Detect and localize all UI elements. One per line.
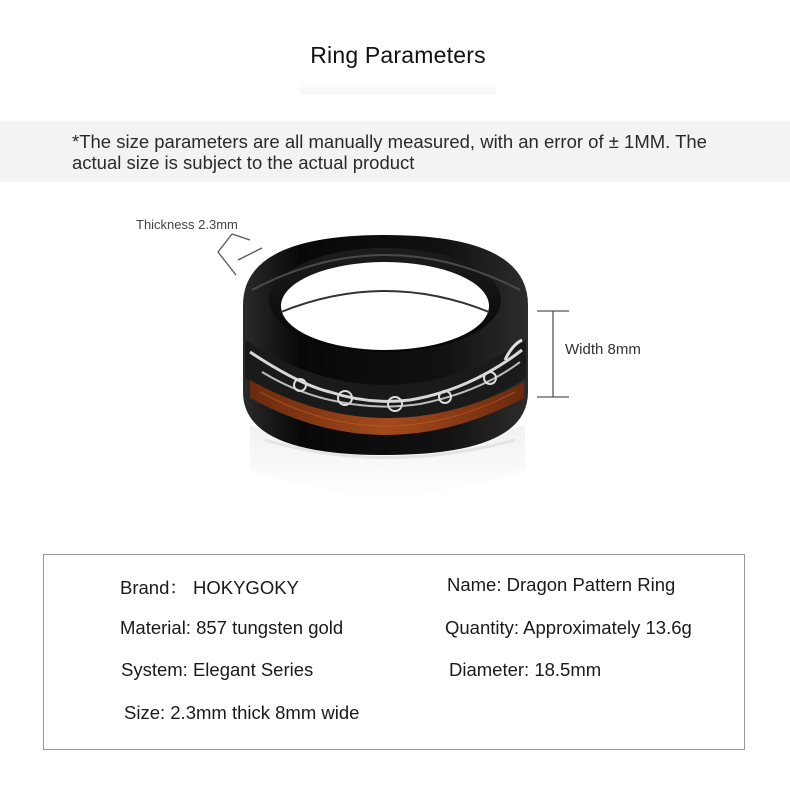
spec-diameter: Diameter: 18.5mm	[449, 659, 602, 680]
measurement-notice: *The size parameters are all manually measured, with an error of ± 1MM. The actual size is subject to the actual product	[72, 131, 707, 173]
title-underline	[300, 80, 496, 94]
spec-quantity: Quantity: Approximately 13.6g	[445, 617, 692, 638]
spec-size: Size: 2.3mm thick 8mm wide	[124, 702, 360, 723]
spec-brand: Brand： HOKYGOKY	[120, 577, 299, 598]
spec-name: Name: Dragon Pattern Ring	[447, 574, 676, 595]
thickness-label: Thickness 2.3mm	[136, 217, 238, 232]
spec-system: System: Elegant Series	[121, 659, 314, 680]
page-title: Ring Parameters	[310, 42, 486, 68]
width-label: Width 8mm	[565, 341, 641, 358]
ring-body	[243, 235, 528, 455]
thickness-indicator	[218, 234, 262, 275]
spec-material: Material: 857 tungsten gold	[120, 617, 344, 638]
ring-illustration	[130, 205, 600, 525]
